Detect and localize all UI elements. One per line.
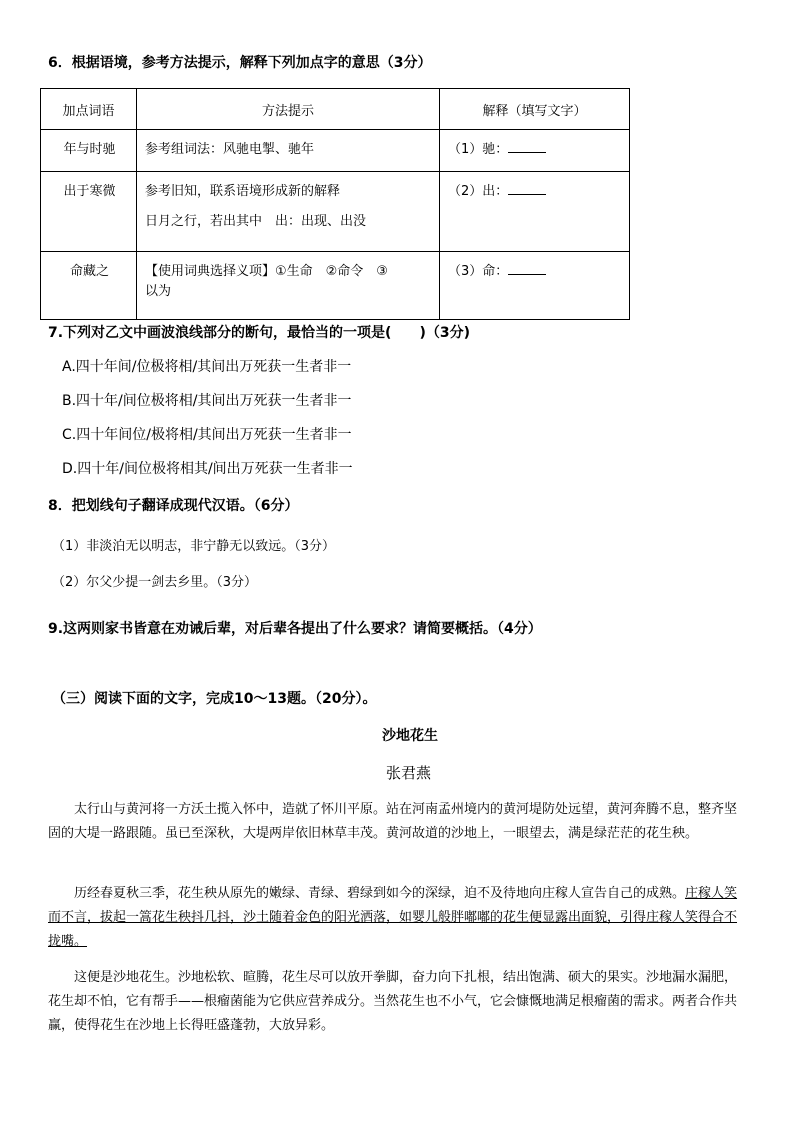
method-table — [40, 88, 630, 320]
hint-cell-note: 以为 — [145, 284, 172, 299]
answer-blank[interactable] — [508, 140, 546, 153]
answer-label: （2）出： — [448, 184, 509, 199]
question-9-title: 9.这两则家书皆意在劝诫后辈，对后辈各提出了什么要求？请简要概括。（4分） — [48, 621, 542, 637]
table-row — [41, 252, 630, 320]
table-row — [41, 172, 630, 252]
table-header-row — [41, 89, 630, 130]
word-cell: 命藏之 — [69, 264, 109, 279]
translation-item: （1）非淡泊无以明志，非宁静无以致远。（3分） — [52, 539, 336, 554]
hint-cell: 【使用词典选择义项】①生命 ②命令 ③ — [145, 264, 388, 279]
answer-blank[interactable] — [508, 262, 546, 275]
question-6-title: 6．根据语境，参考方法提示，解释下列加点字的意思（3分） — [48, 55, 432, 71]
answer-blank[interactable] — [508, 182, 546, 195]
article-paragraph-3: 这便是沙地花生。沙地松软、暄腾，花生尽可以放开拳脚，奋力向下扎根，结出饱满、硕大的果实。沙地漏水漏肥，花生却不怕，它有帮手——根瘤菌能为它供应营养成分。当然花生也不小气，它会慷慨地满足根瘤菌的需求。两者合作共赢，使得花生在沙地上长得旺盛蓬勃，大放异彩。 — [48, 970, 738, 1033]
question-7-title: 7.下列对乙文中画波浪线部分的断句，最恰当的一项是( )（3分) — [48, 325, 470, 341]
hint-cell: 参考旧知，联系语境形成新的解释 — [145, 184, 341, 199]
section-3-heading: （三）阅读下面的文字，完成10～13题。（20分）。 — [52, 691, 377, 707]
option-a[interactable]: A.四十年间/位极将相/其间出万死获一生者非一 — [62, 359, 352, 375]
option-d[interactable]: D.四十年/间位极将相其/间出万死获一生者非一 — [62, 461, 353, 477]
article-title: 沙地花生 — [382, 728, 438, 744]
header-word: 加点词语 — [41, 89, 137, 130]
hint-cell: 参考组词法：风驰电掣、驰年 — [145, 142, 315, 157]
translation-item: （2）尔父少提一剑去乡里。（3分） — [52, 575, 258, 590]
question-8-title: 8．把划线句子翻译成现代汉语。（6分） — [48, 498, 299, 514]
article-paragraph-2 — [48, 882, 748, 954]
header-hint: 方法提示 — [137, 89, 440, 130]
hint-cell-note: 日月之行，若出其中 出：出现、出没 — [145, 214, 367, 229]
answer-cell[interactable] — [440, 130, 629, 160]
header-answer: 解释（填写文字） — [440, 89, 630, 130]
article-author: 张君燕 — [386, 764, 432, 782]
answer-label: （1）驰： — [448, 142, 509, 157]
article-paragraph-1: 太行山与黄河将一方沃土揽入怀中，造就了怀川平原。站在河南孟州境内的黄河堤防处远望，黄河奔腾不息，整齐坚固的大堤一路跟随。虽已至深秋，大堤两岸依旧林草丰茂。黄河故道的沙地上，一眼望去，满是绿茫茫的花生秧。 — [48, 802, 738, 841]
word-cell: 出于寒微 — [63, 184, 116, 199]
answer-label: （3）命： — [448, 264, 509, 279]
underlined-sentence: 庄稼人笑而不言，拔起一篙花生秧抖几抖，沙土随着金色的阳光洒落，如婴儿般胖嘟嘟的花生便显露出面貌，引得庄稼人笑得合不拢嘴。 — [48, 886, 738, 949]
option-c[interactable]: C.四十年间位/极将相/其间出万死获一生者非一 — [62, 427, 352, 443]
word-cell: 年与时驰 — [63, 142, 116, 157]
answer-cell[interactable] — [440, 172, 629, 202]
answer-cell[interactable] — [440, 252, 629, 282]
option-b[interactable]: B.四十年/间位极将相/其间出万死获一生者非一 — [62, 393, 352, 409]
paragraph-2-text: 历经春夏秋三季，花生秧从原先的嫩绿、青绿、碧绿到如今的深绿，迫不及待地向庄稼人宣告自己的成熟。 — [74, 886, 686, 901]
table-row — [41, 130, 630, 172]
